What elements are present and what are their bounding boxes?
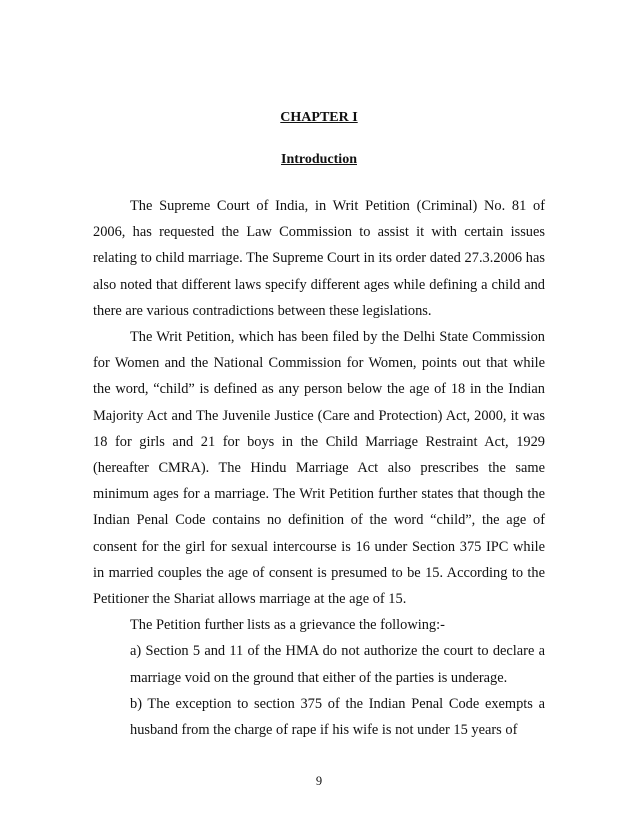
page-number: 9 (315, 774, 323, 788)
body-text (93, 193, 545, 743)
list-item: a) Section 5 and 11 of the HMA do not authorize the court to declare a marriage void on the ground that either of the parties is underage. (130, 643, 545, 686)
grievance-list (93, 638, 545, 743)
section-title: Introduction (281, 152, 357, 167)
paragraph: The Supreme Court of India, in Writ Petition (Criminal) No. 81 of 2006, has requested the Law Commission to assist it with certain issues relating to child marriage. The Supreme Court in its order dated 27.3.2006 has also noted that different laws specify different ages while defining a child and there are various contradictions between these legislations. (93, 198, 545, 319)
chapter-title: CHAPTER I (280, 110, 358, 125)
paragraph: The Petition further lists as a grievance the following:- (130, 617, 445, 634)
list-item: b) The exception to section 375 of the Indian Penal Code exempts a husband from the charge of rape if his wife is not under 15 years of (130, 695, 545, 739)
paragraph: The Writ Petition, which has been filed by the Delhi State Commission for Women and the National Commission for Women, points out that while the word, “child” is defined as any person below the age of 18 in the Indian Majority Act and The Juvenile Justice (Care and Protection) Act, 2000, it was 18 for girls and 21 for boys in the Child Marriage Restraint Act, 1929 (hereafter CMRA). The Hindu Marriage Act also prescribes the same minimum ages for a marriage. The Writ Petition further states that though the Indian Penal Code contains no definition of the word “child”, the age of consent for the girl for sexual intercourse is 16 under Section 375 IPC while in married couples the age of consent is presumed to be 15. According to the Petitioner the Shariat allows marriage at the age of 15. (93, 329, 545, 608)
